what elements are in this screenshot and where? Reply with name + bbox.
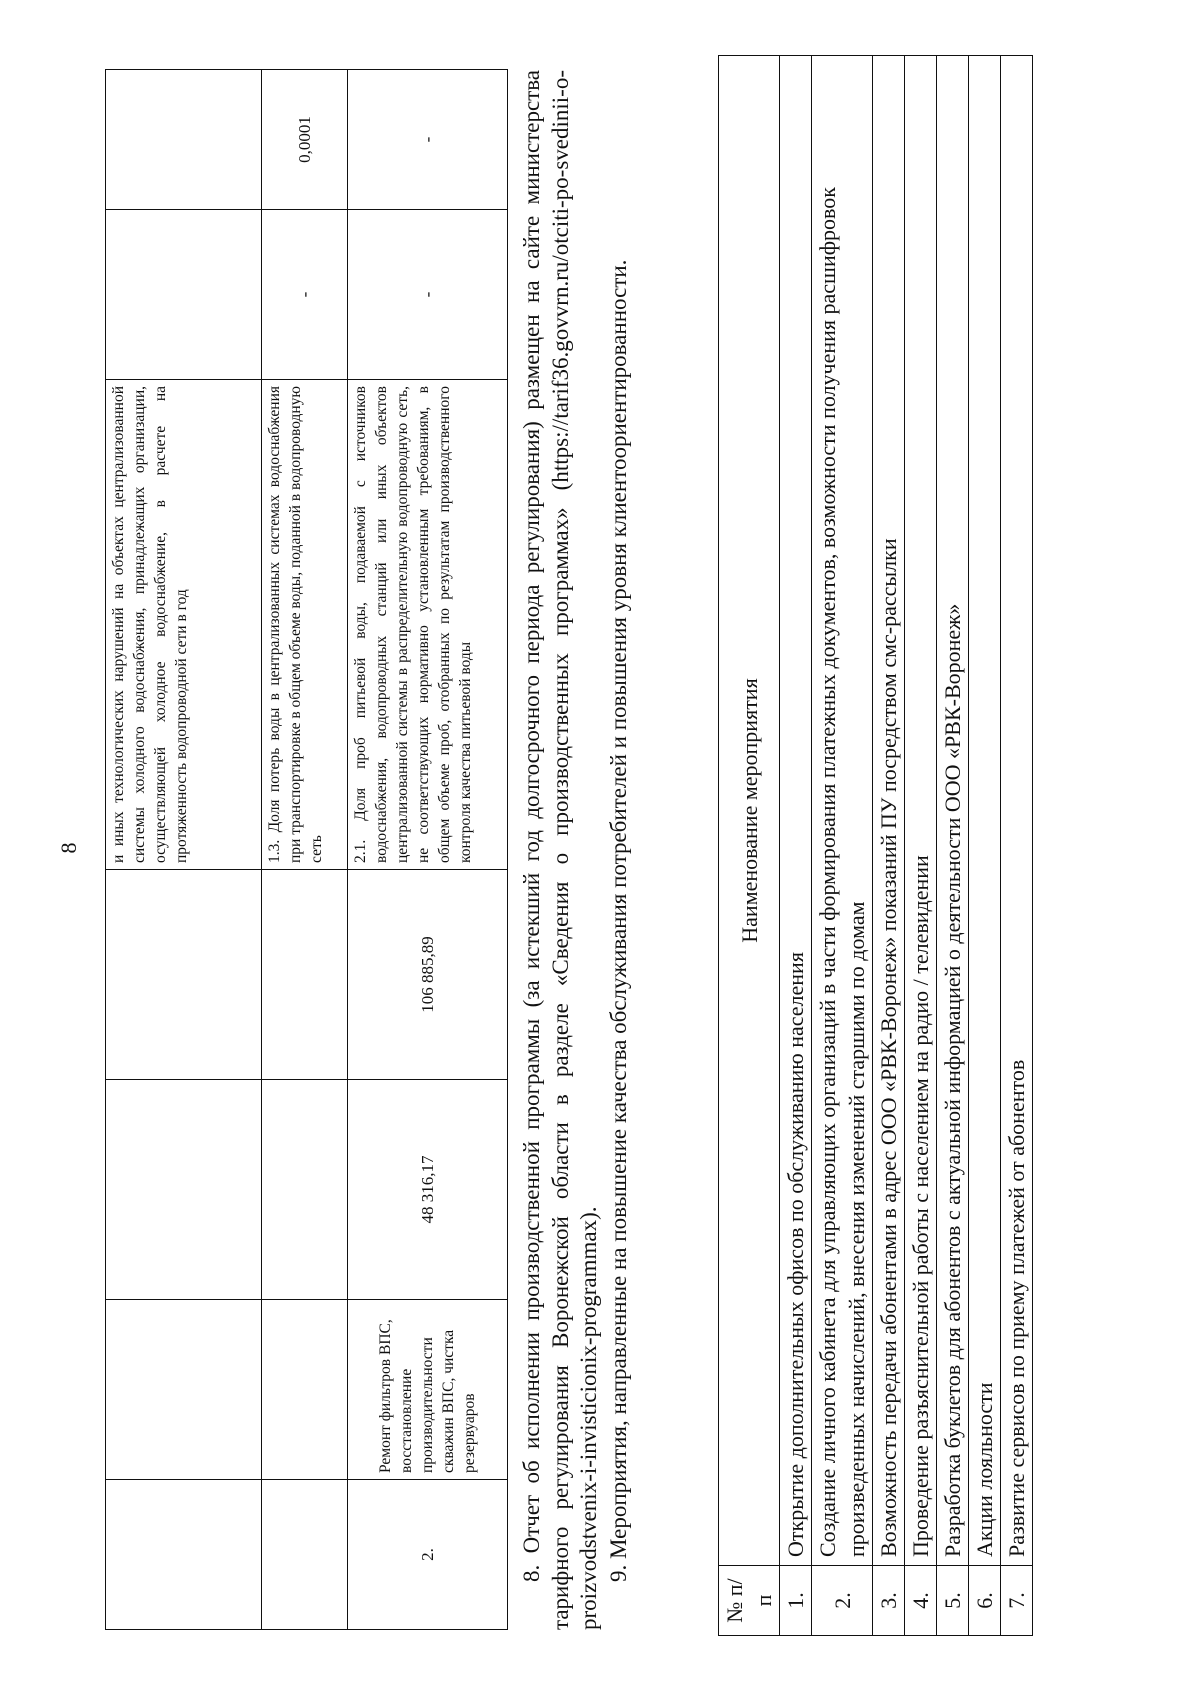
row-number: 4. bbox=[905, 1566, 937, 1636]
cost-value: 48 316,17 bbox=[348, 1080, 508, 1300]
page-number: 8 bbox=[56, 842, 81, 854]
indicator-text: и иных технологических нарушений на объектах централизованной системы холодного водоснабжения, принадлежащих организации, осуществляющей холодное водоснабжение, в расчете на протяженность водопроводной сети в год bbox=[106, 380, 262, 870]
row-number: 7. bbox=[1001, 1566, 1033, 1636]
paragraph-9: 9. Мероприятия, направленные на повышение качества обслуживания потребителей и повышения уровня клиентоориентированности. bbox=[606, 259, 631, 1582]
table-row bbox=[348, 70, 508, 1630]
header-number: № п/п bbox=[719, 1566, 780, 1636]
indicator-text: 2.1. Доля проб питьевой воды, подаваемой с источников водоснабжения, водопроводных станций или иных объектов централизованной системы в распределительную водопроводную сеть, не соответствующих нормативно установленным требованиям, в общем объеме проб, отобранных по результатам производственного контроля качества питьевой воды bbox=[348, 380, 508, 870]
table-row bbox=[262, 70, 348, 1630]
measure-name: Возможность передачи абонентами в адрес ООО «РВК-Воронеж» показаний ПУ посредством смс-рассылки bbox=[873, 56, 905, 1566]
table-row bbox=[1001, 56, 1033, 1636]
indicator-text: 1.3. Доля потерь воды в централизованных системах водоснабжения при транспортировке в общем объеме воды, поданной в водопроводную сеть bbox=[262, 380, 348, 870]
measure-name: Ремонт фильтров ВПС, восстановление производительности скважин ВПС, чистка резервуаров bbox=[348, 1300, 508, 1480]
measure-name: Разработка буклетов для абонентов с актуальной информацией о деятельности ООО «РВК-Воронеж» bbox=[937, 56, 969, 1566]
indicator-value: - bbox=[262, 210, 348, 380]
indicator-value: - bbox=[348, 70, 508, 210]
table-row bbox=[969, 56, 1001, 1636]
table-row bbox=[873, 56, 905, 1636]
row-number: 1. bbox=[780, 1566, 812, 1636]
row-number: 2. bbox=[812, 1566, 873, 1636]
table-row bbox=[812, 56, 873, 1636]
row-number: 2. bbox=[348, 1480, 508, 1630]
row-number: 5. bbox=[937, 1566, 969, 1636]
paragraph-8: 8. Отчет об исполнении производственной программы (за истекший год долгосрочного периода регулирования) размещен на сайте министерства тарифного регулирования Воронежской области в разделе «Сведения о производственных программах» (https://tarif36.govvrn.ru/otciti-po-svedinii-o-proizvodstvenix-i-invisticionix-programmax). bbox=[519, 70, 601, 1630]
row-number: 3. bbox=[873, 1566, 905, 1636]
table-row bbox=[106, 70, 262, 1630]
cost-value: 106 885,89 bbox=[348, 870, 508, 1080]
indicator-value: - bbox=[348, 210, 508, 380]
table-row bbox=[937, 56, 969, 1636]
measure-name: Проведение разъяснительной работы с населением на радио / телевидении bbox=[905, 56, 937, 1566]
row-number: 6. bbox=[969, 1566, 1001, 1636]
header-measure-name: Наименование мероприятия bbox=[719, 56, 780, 1566]
measure-name: Создание личного кабинета для управляющих организаций в части формирования платежных документов, возможности получения расшифровок произведенных начислений, внесения изменений старшими по домам bbox=[812, 56, 873, 1566]
measure-name: Открытие дополнительных офисов по обслуживанию населения bbox=[780, 56, 812, 1566]
table-header-row bbox=[719, 56, 780, 1636]
measure-name: Развитие сервисов по приему платежей от абонентов bbox=[1001, 56, 1033, 1566]
program-table bbox=[105, 69, 508, 1630]
indicator-value: 0,0001 bbox=[262, 70, 348, 210]
measures-table bbox=[718, 55, 1033, 1636]
table-row bbox=[905, 56, 937, 1636]
table-row bbox=[780, 56, 812, 1636]
measure-name: Акции лояльности bbox=[969, 56, 1001, 1566]
